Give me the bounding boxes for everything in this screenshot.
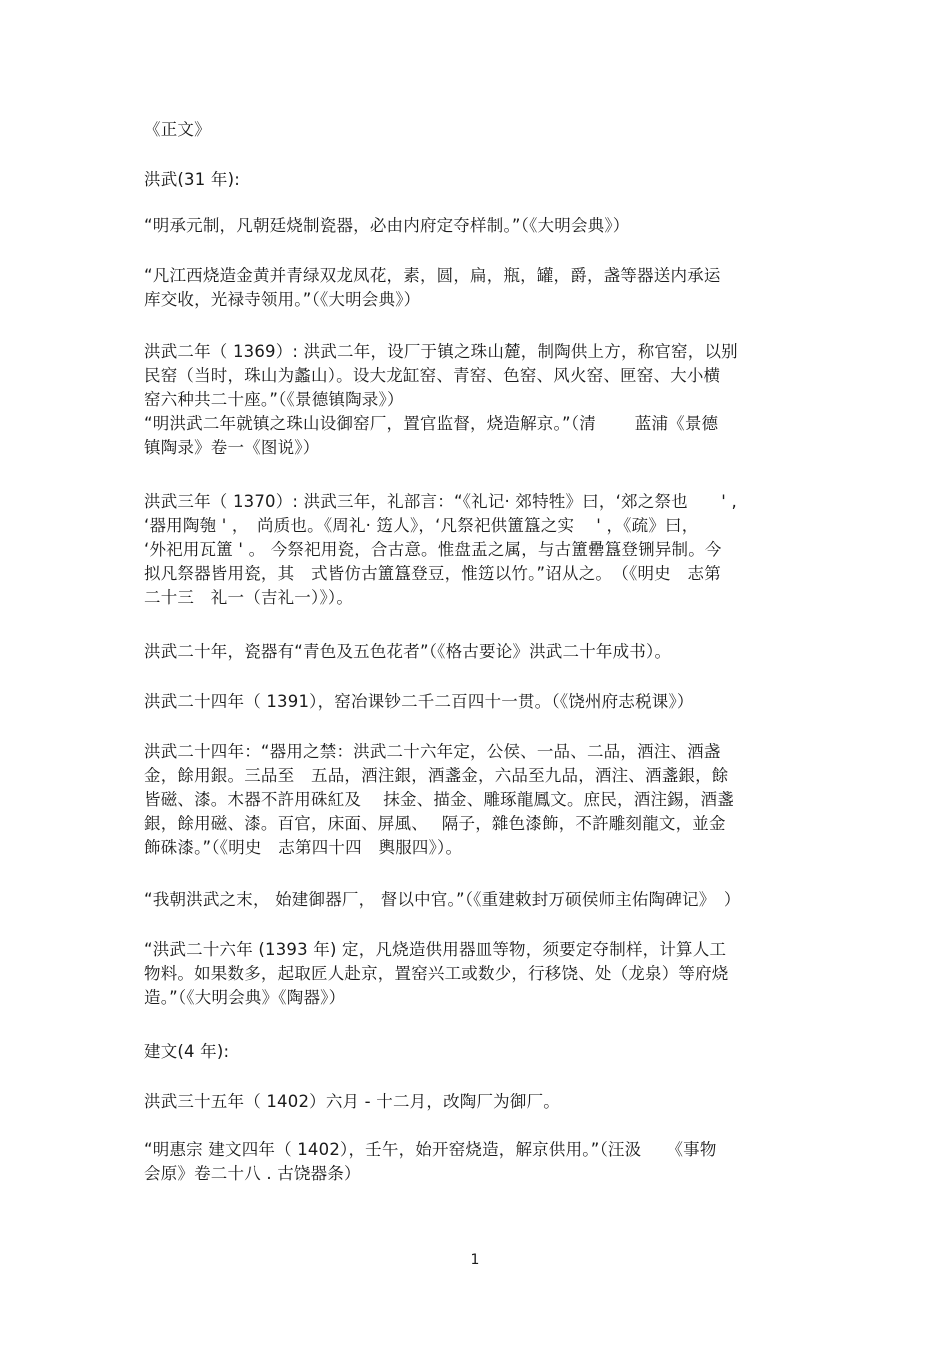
reign-heading-hongwu (144, 168, 814, 192)
text-line: 飾硃漆。”（《明史 志第四十四 輿服四》）。 (144, 838, 463, 857)
text-line: ‘器用陶匏 ' ， 尚质也。《周礼· 笾人》，‘凡祭祀供簠簋之实 ' ，《疏》曰， (144, 516, 699, 535)
paragraph (144, 490, 814, 610)
paragraph (144, 690, 814, 714)
text-line: 物料。如果数多，起取匠人赴京，置窑兴工或数少，行移饶、处（龙泉）等府烧 (144, 964, 729, 983)
text-line: 窑六种共二十座。”（《景德镇陶录》） (144, 390, 404, 409)
reign-heading-jianwen (144, 1040, 814, 1064)
text-line: 洪武二十年，瓷器有“青色及五色花者”（《格古要论》洪武二十年成书）。 (144, 642, 672, 661)
text-line: “我朝洪武之末， 始建御器厂， 督以中官。”（《重建敕封万硕侯师主佑陶碑记》 ） (144, 890, 741, 909)
paragraph (144, 640, 814, 664)
text-line: 銀，餘用磁、漆。百官，床面、屏風、 隔子，雜色漆飾，不許雕刻龍文，並金 (144, 814, 726, 833)
text-line: “明承元制，凡朝廷烧制瓷器，必由内府定夺样制。”（《大明会典》） (144, 216, 630, 235)
text-line: 金，餘用銀。三品至 五品，酒注銀，酒盞金，六品至九品，酒注、酒盞銀，餘 (144, 766, 729, 785)
text-line: 库交收，光禄寺领用。”（《大明会典》） (144, 290, 421, 309)
text-line: 洪武三十五年（ 1402）六月 - 十二月，改陶厂为御厂。 (144, 1092, 560, 1111)
text-line: 洪武三年（ 1370）: 洪武三年，礼部言：“《礼记· 郊特牲》曰，‘郊之祭也 ' , (144, 492, 737, 511)
paragraph (144, 938, 814, 1010)
paragraph (144, 214, 814, 238)
text-line: “凡江西烧造金黄并青绿双龙凤花，素，圆，扁，瓶，罐，爵，盏等器送内承运 (144, 266, 721, 285)
text-line: 拟凡祭器皆用瓷，其 式皆仿古簠簋登豆，惟笾以竹。”诏从之。 （《明史 志第 (144, 564, 721, 583)
text-line: ‘外祀用瓦簠 ' 。 今祭祀用瓷，合古意。惟盘盂之属，与古簠罍簋登铏异制。今 (144, 540, 722, 559)
text-line: 洪武(31 年): (144, 170, 240, 189)
text-line: “洪武二十六年 (1393 年) 定，凡烧造供用器皿等物，须要定夺制样，计算人工 (144, 940, 727, 959)
paragraph (144, 1138, 814, 1186)
paragraph (144, 264, 814, 312)
paragraph (144, 1090, 814, 1114)
text-line: 洪武二年（ 1369）: 洪武二年，设厂于镇之珠山麓，制陶供上方，称官窑，以别 (144, 342, 738, 361)
section-heading (144, 118, 814, 142)
paragraph (144, 888, 814, 912)
text-line: 皆磁、漆。木器不許用硃紅及 抹金、描金、雕琢龍鳳文。庶民，酒注錫，酒盞 (144, 790, 734, 809)
text-line: 洪武二十四年（ 1391），窑冶课钞二千二百四十一贯。（《饶州府志税课》） (144, 692, 694, 711)
text-line: 镇陶录》卷一《图说》） (144, 438, 320, 457)
text-line: 建文(4 年): (144, 1042, 230, 1061)
text-line: “明惠宗 建文四年（ 1402），壬午，始开窑烧造，解京供用。”（汪汲 《事物 (144, 1140, 717, 1159)
text-line: “明洪武二年就镇之珠山设御窑厂，置官监督，烧造解京。”（清 蓝浦《景德 (144, 414, 719, 433)
paragraph (144, 740, 814, 860)
text-line: 洪武二十四年：“器用之禁：洪武二十六年定，公侯、一品、二品，酒注、酒盏 (144, 742, 721, 761)
paragraph (144, 340, 814, 460)
page-number: 1 (470, 1252, 480, 1268)
text-line: 民窑（当时，珠山为蠡山）。设大龙缸窑、青窑、色窑、风火窑、匣窑、大小横 (144, 366, 721, 385)
text-line: 造。”（《大明会典》《陶器》） (144, 988, 346, 1007)
text-line: 二十三 礼一（吉礼一）》）。 (144, 588, 354, 607)
text-line: 会原》卷二十八 . 古饶器条） (144, 1164, 361, 1183)
text-line: 《正文》 (144, 120, 211, 139)
